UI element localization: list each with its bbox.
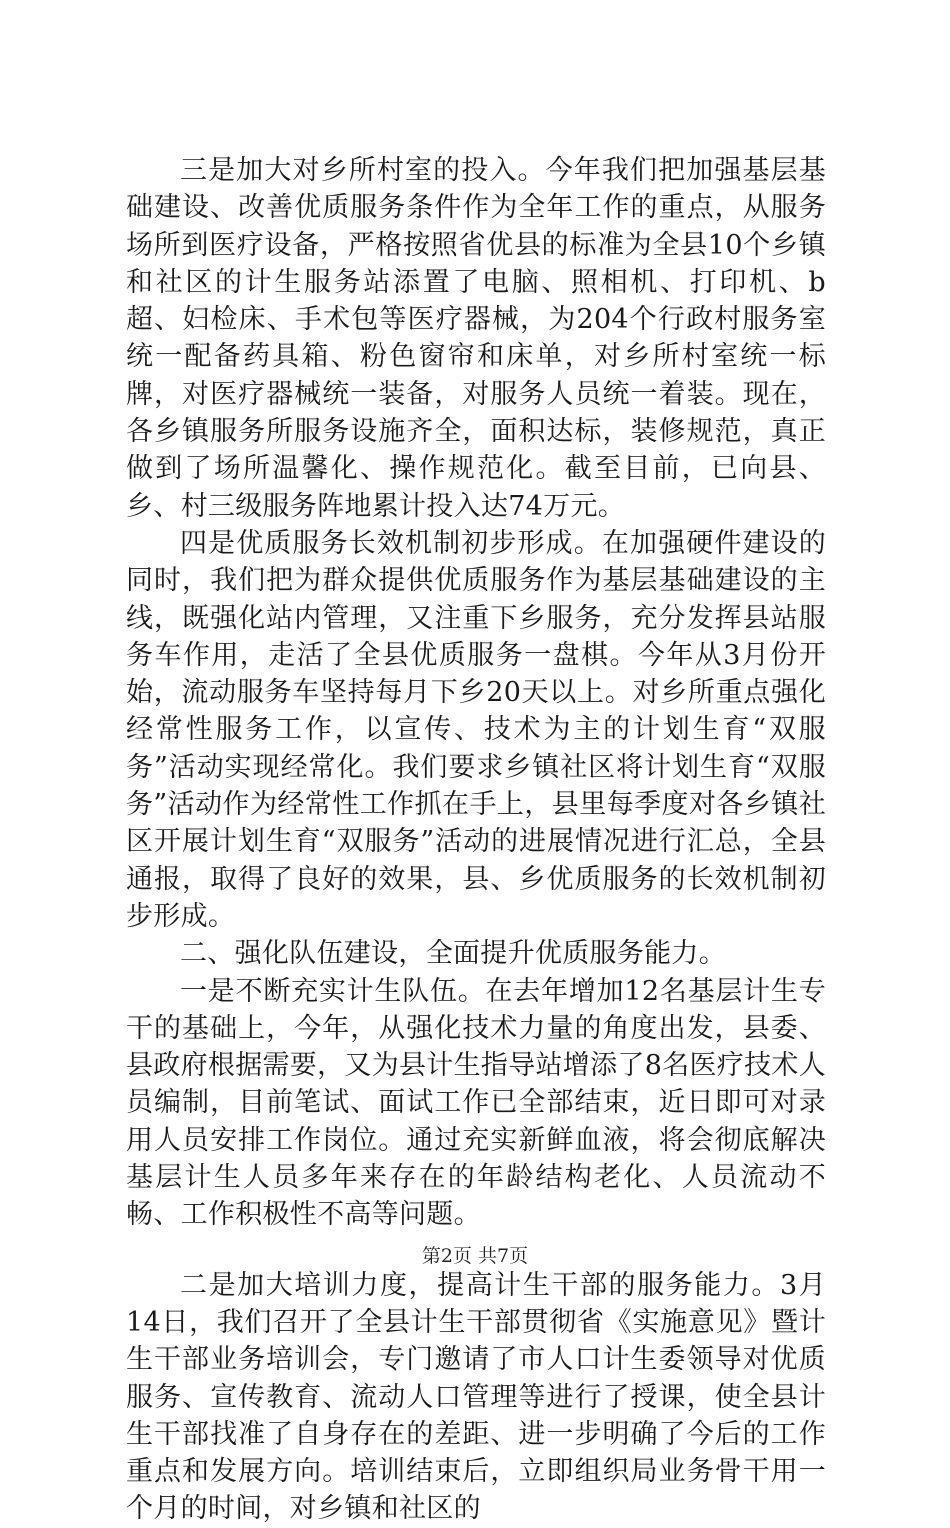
document-body <box>126 152 826 1528</box>
paragraph-staffing: 一是不断充实计生队伍。在去年增加12名基层计生专干的基础上，今年，从强化技术力量的角度出发，县委、县政府根据需要，又为县计生指导站增添了8名医疗技术人员编制，目前笔试、面试工作已全部结束，近日即可对录用人员安排工作岗位。通过充实新鲜血液，将会彻底解决基层计生人员多年来存在的年龄结构老化、人员流动不畅、工作积极性不高等问题。 <box>126 975 826 1231</box>
section-heading-team-building: 二、强化队伍建设，全面提升优质服务能力。 <box>180 938 726 970</box>
paragraph-long-term-mechanism: 四是优质服务长效机制初步形成。在加强硬件建设的同时，我们把为群众提供优质服务作为基层基础建设的主线，既强化站内管理，又注重下乡服务，充分发挥县站服务车作用，走活了全县优质服务一盘棋。今年从3月份开始，流动服务车坚持每月下乡20天以上。对乡所重点强化经常性服务工作，以宣传、技术为主的计划生育“双服务”活动实现经常化。我们要求乡镇社区将计划生育“双服务”活动作为经常性工作抓在手上，县里每季度对各乡镇社区开展计划生育“双服务”活动的进展情况进行汇总，全县通报，取得了良好的效果，县、乡优质服务的长效机制初步形成。 <box>126 527 826 932</box>
page-footer: 第2页 共7页 <box>421 1245 529 1267</box>
paragraph-investment: 三是加大对乡所村室的投入。今年我们把加强基层基础建设、改善优质服务条件作为全年工作的重点，从服务场所到医疗设备，严格按照省优县的标准为全县10个乡镇和社区的计生服务站添置了电脑、照相机、打印机、b超、妇检床、手术包等医疗器械，为204个行政村服务室统一配备药具箱、粉色窗帘和床单，对乡所村室统一标牌，对医疗器械统一装备，对服务人员统一着装。现在，各乡镇服务所服务设施齐全，面积达标，装修规范，真正做到了场所温馨化、操作规范化。截至目前，已向县、乡、村三级服务阵地累计投入达74万元。 <box>126 155 826 522</box>
paragraph-training: 二是加大培训力度，提高计生干部的服务能力。3月14日，我们召开了全县计生干部贯彻省《实施意见》暨计生干部业务培训会，专门邀请了市人口计生委领导对优质服务、宣传教育、流动人口管理等进行了授课，使全县计生干部找准了自身存在的差距、进一步明确了今后的工作重点和发展方向。培训结束后，立即组织局业务骨干用一个月的时间，对乡镇和社区的 <box>126 1269 826 1525</box>
